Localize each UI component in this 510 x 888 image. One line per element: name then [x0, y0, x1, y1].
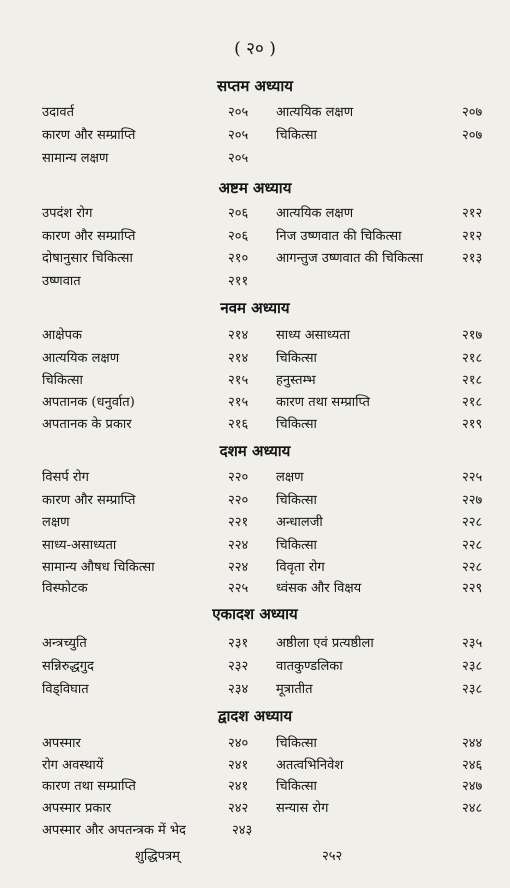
- entry-page: २१८: [462, 373, 483, 388]
- entry-page: २४४: [462, 736, 483, 751]
- page-number: ( २० ): [234, 39, 276, 59]
- entry-title: अपतानक के प्रकार: [42, 417, 132, 432]
- entry-title: अन्धालजी: [276, 515, 323, 530]
- entry-title: अपस्मार और अपतन्त्रक में भेद: [42, 823, 186, 838]
- entry-title: चिकित्सा: [276, 417, 317, 432]
- entry-page: २०७: [462, 105, 483, 120]
- chapter-heading: दशम अध्याय: [219, 442, 291, 460]
- errata-label: शुद्धिपत्रम्: [135, 849, 180, 864]
- toc-row: [0, 125, 510, 145]
- toc-row: [0, 798, 510, 818]
- entry-title: उदावर्त: [42, 105, 75, 120]
- toc-row: [0, 820, 510, 840]
- entry-page: २३८: [462, 659, 483, 674]
- entry-page: २१९: [462, 417, 483, 432]
- entry-title: विड्विघात: [42, 682, 89, 697]
- toc-row: [0, 148, 510, 168]
- entry-title: आगन्तुज उष्णवात की चिकित्सा: [276, 251, 423, 266]
- toc-row: [0, 633, 510, 653]
- toc-row: [0, 248, 510, 268]
- errata-row: [0, 846, 510, 866]
- entry-page: २२८: [462, 538, 483, 553]
- entry-page: २०६: [228, 229, 249, 244]
- entry-title: चिकित्सा: [276, 351, 317, 366]
- entry-title: आत्ययिक लक्षण: [276, 105, 354, 120]
- entry-page: २१८: [462, 351, 483, 366]
- toc-row: [0, 392, 510, 412]
- entry-title: निज उष्णवात की चिकित्सा: [276, 229, 402, 244]
- entry-page: २०५: [228, 151, 249, 166]
- entry-page: २२८: [462, 560, 483, 575]
- entry-title: चिकित्सा: [276, 779, 317, 794]
- toc-row: [0, 325, 510, 345]
- entry-page: २१८: [462, 395, 483, 410]
- entry-page: २१५: [228, 373, 249, 388]
- entry-page: २२७: [462, 493, 483, 508]
- entry-title: विवृता रोग: [276, 560, 325, 575]
- chapter-heading: सप्तम अध्याय: [217, 77, 293, 95]
- entry-page: २२९: [462, 581, 483, 596]
- entry-page: २३४: [228, 682, 249, 697]
- toc-row: [0, 733, 510, 753]
- toc-row: [0, 370, 510, 390]
- entry-title: चिकित्सा: [276, 493, 317, 508]
- entry-page: २१५: [228, 395, 249, 410]
- entry-title: मूत्रातीत: [276, 682, 313, 697]
- entry-title: ध्वंसक और विक्षय: [276, 581, 362, 596]
- entry-title: कारण और सम्प्राप्ति: [42, 128, 136, 143]
- entry-page: २१३: [462, 251, 483, 266]
- entry-page: २१४: [228, 328, 249, 343]
- entry-title: सन्यास रोग: [276, 801, 329, 816]
- entry-page: २४०: [228, 736, 249, 751]
- toc-row: [0, 656, 510, 676]
- toc-row: [0, 226, 510, 246]
- entry-title: लक्षण: [42, 515, 70, 530]
- toc-row: [0, 578, 510, 598]
- entry-title: चिकित्सा: [42, 373, 83, 388]
- entry-page: २४२: [228, 801, 249, 816]
- entry-title: अन्त्रच्युति: [42, 636, 87, 651]
- toc-row: [0, 203, 510, 223]
- entry-page: २०७: [462, 128, 483, 143]
- entry-title: सन्निरुद्धगुद: [42, 659, 94, 674]
- entry-title: दोषानुसार चिकित्सा: [42, 251, 133, 266]
- toc-row: [0, 557, 510, 577]
- entry-title: आत्ययिक लक्षण: [276, 206, 354, 221]
- entry-page: २४८: [462, 801, 483, 816]
- entry-title: लक्षण: [276, 470, 304, 485]
- entry-title: रोग अवस्थायें: [42, 758, 104, 773]
- entry-page: २१६: [228, 417, 249, 432]
- entry-title: अतत्वभिनिवेश: [276, 758, 344, 773]
- entry-title: चिकित्सा: [276, 128, 317, 143]
- entry-title: चिकित्सा: [276, 736, 317, 751]
- entry-page: २२८: [462, 515, 483, 530]
- entry-title: हनुस्तम्भ: [276, 373, 316, 388]
- entry-title: कारण तथा सम्प्राप्ति: [42, 779, 136, 794]
- entry-page: २२०: [228, 493, 249, 508]
- errata-page: २५२: [322, 849, 343, 864]
- entry-title: आक्षेपक: [42, 328, 82, 343]
- entry-page: २३८: [462, 682, 483, 697]
- toc-row: [0, 490, 510, 510]
- entry-page: २१२: [462, 229, 483, 244]
- entry-page: २१७: [462, 328, 483, 343]
- entry-page: २३१: [228, 636, 249, 651]
- chapter-heading: द्वादश अध्याय: [217, 707, 293, 725]
- chapter-heading: अष्टम अध्याय: [218, 179, 292, 197]
- entry-page: २४१: [228, 758, 249, 773]
- entry-page: २११: [228, 274, 249, 289]
- entry-page: २२४: [228, 560, 249, 575]
- entry-title: उष्णवात: [42, 274, 81, 289]
- entry-page: २०५: [228, 105, 249, 120]
- entry-page: २०५: [228, 128, 249, 143]
- toc-row: [0, 102, 510, 122]
- entry-title: साध्य-असाध्यता: [42, 538, 117, 553]
- entry-title: साध्य असाध्यता: [276, 328, 351, 343]
- entry-title: विसर्प रोग: [42, 470, 89, 485]
- toc-row: [0, 512, 510, 532]
- entry-title: विस्फोटक: [42, 581, 88, 596]
- entry-page: २१०: [228, 251, 249, 266]
- toc-row: [0, 679, 510, 699]
- entry-page: २१४: [228, 351, 249, 366]
- entry-title: कारण और सम्प्राप्ति: [42, 229, 136, 244]
- toc-row: [0, 467, 510, 487]
- chapter-heading: एकादश अध्याय: [212, 605, 298, 623]
- entry-title: कारण तथा सम्प्राप्ति: [276, 395, 370, 410]
- entry-page: २४७: [462, 779, 483, 794]
- entry-title: अपस्मार: [42, 736, 81, 751]
- entry-page: २१२: [462, 206, 483, 221]
- entry-page: २४३: [232, 823, 253, 838]
- entry-page: २३२: [228, 659, 249, 674]
- entry-page: २४६: [462, 758, 483, 773]
- entry-title: अपतानक (धनुर्वात): [42, 395, 135, 410]
- entry-page: २२४: [228, 538, 249, 553]
- entry-page: २२१: [228, 515, 249, 530]
- toc-row: [0, 535, 510, 555]
- entry-page: २०६: [228, 206, 249, 221]
- entry-title: आत्ययिक लक्षण: [42, 351, 120, 366]
- entry-page: २२०: [228, 470, 249, 485]
- toc-row: [0, 271, 510, 291]
- entry-page: २२५: [228, 581, 249, 596]
- entry-page: २४१: [228, 779, 249, 794]
- entry-title: कारण और सम्प्राप्ति: [42, 493, 136, 508]
- entry-title: चिकित्सा: [276, 538, 317, 553]
- toc-row: [0, 755, 510, 775]
- toc-row: [0, 414, 510, 434]
- entry-title: अपस्मार प्रकार: [42, 801, 112, 816]
- entry-page: २३५: [462, 636, 483, 651]
- toc-row: [0, 348, 510, 368]
- entry-title: सामान्य औषध चिकित्सा: [42, 560, 155, 575]
- entry-page: २२५: [462, 470, 483, 485]
- entry-title: उपदंश रोग: [42, 206, 93, 221]
- chapter-heading: नवम अध्याय: [220, 299, 290, 317]
- entry-title: सामान्य लक्षण: [42, 151, 109, 166]
- toc-row: [0, 776, 510, 796]
- entry-title: वातकुण्डलिका: [276, 659, 343, 674]
- entry-title: अष्ठीला एवं प्रत्यष्ठीला: [276, 636, 374, 651]
